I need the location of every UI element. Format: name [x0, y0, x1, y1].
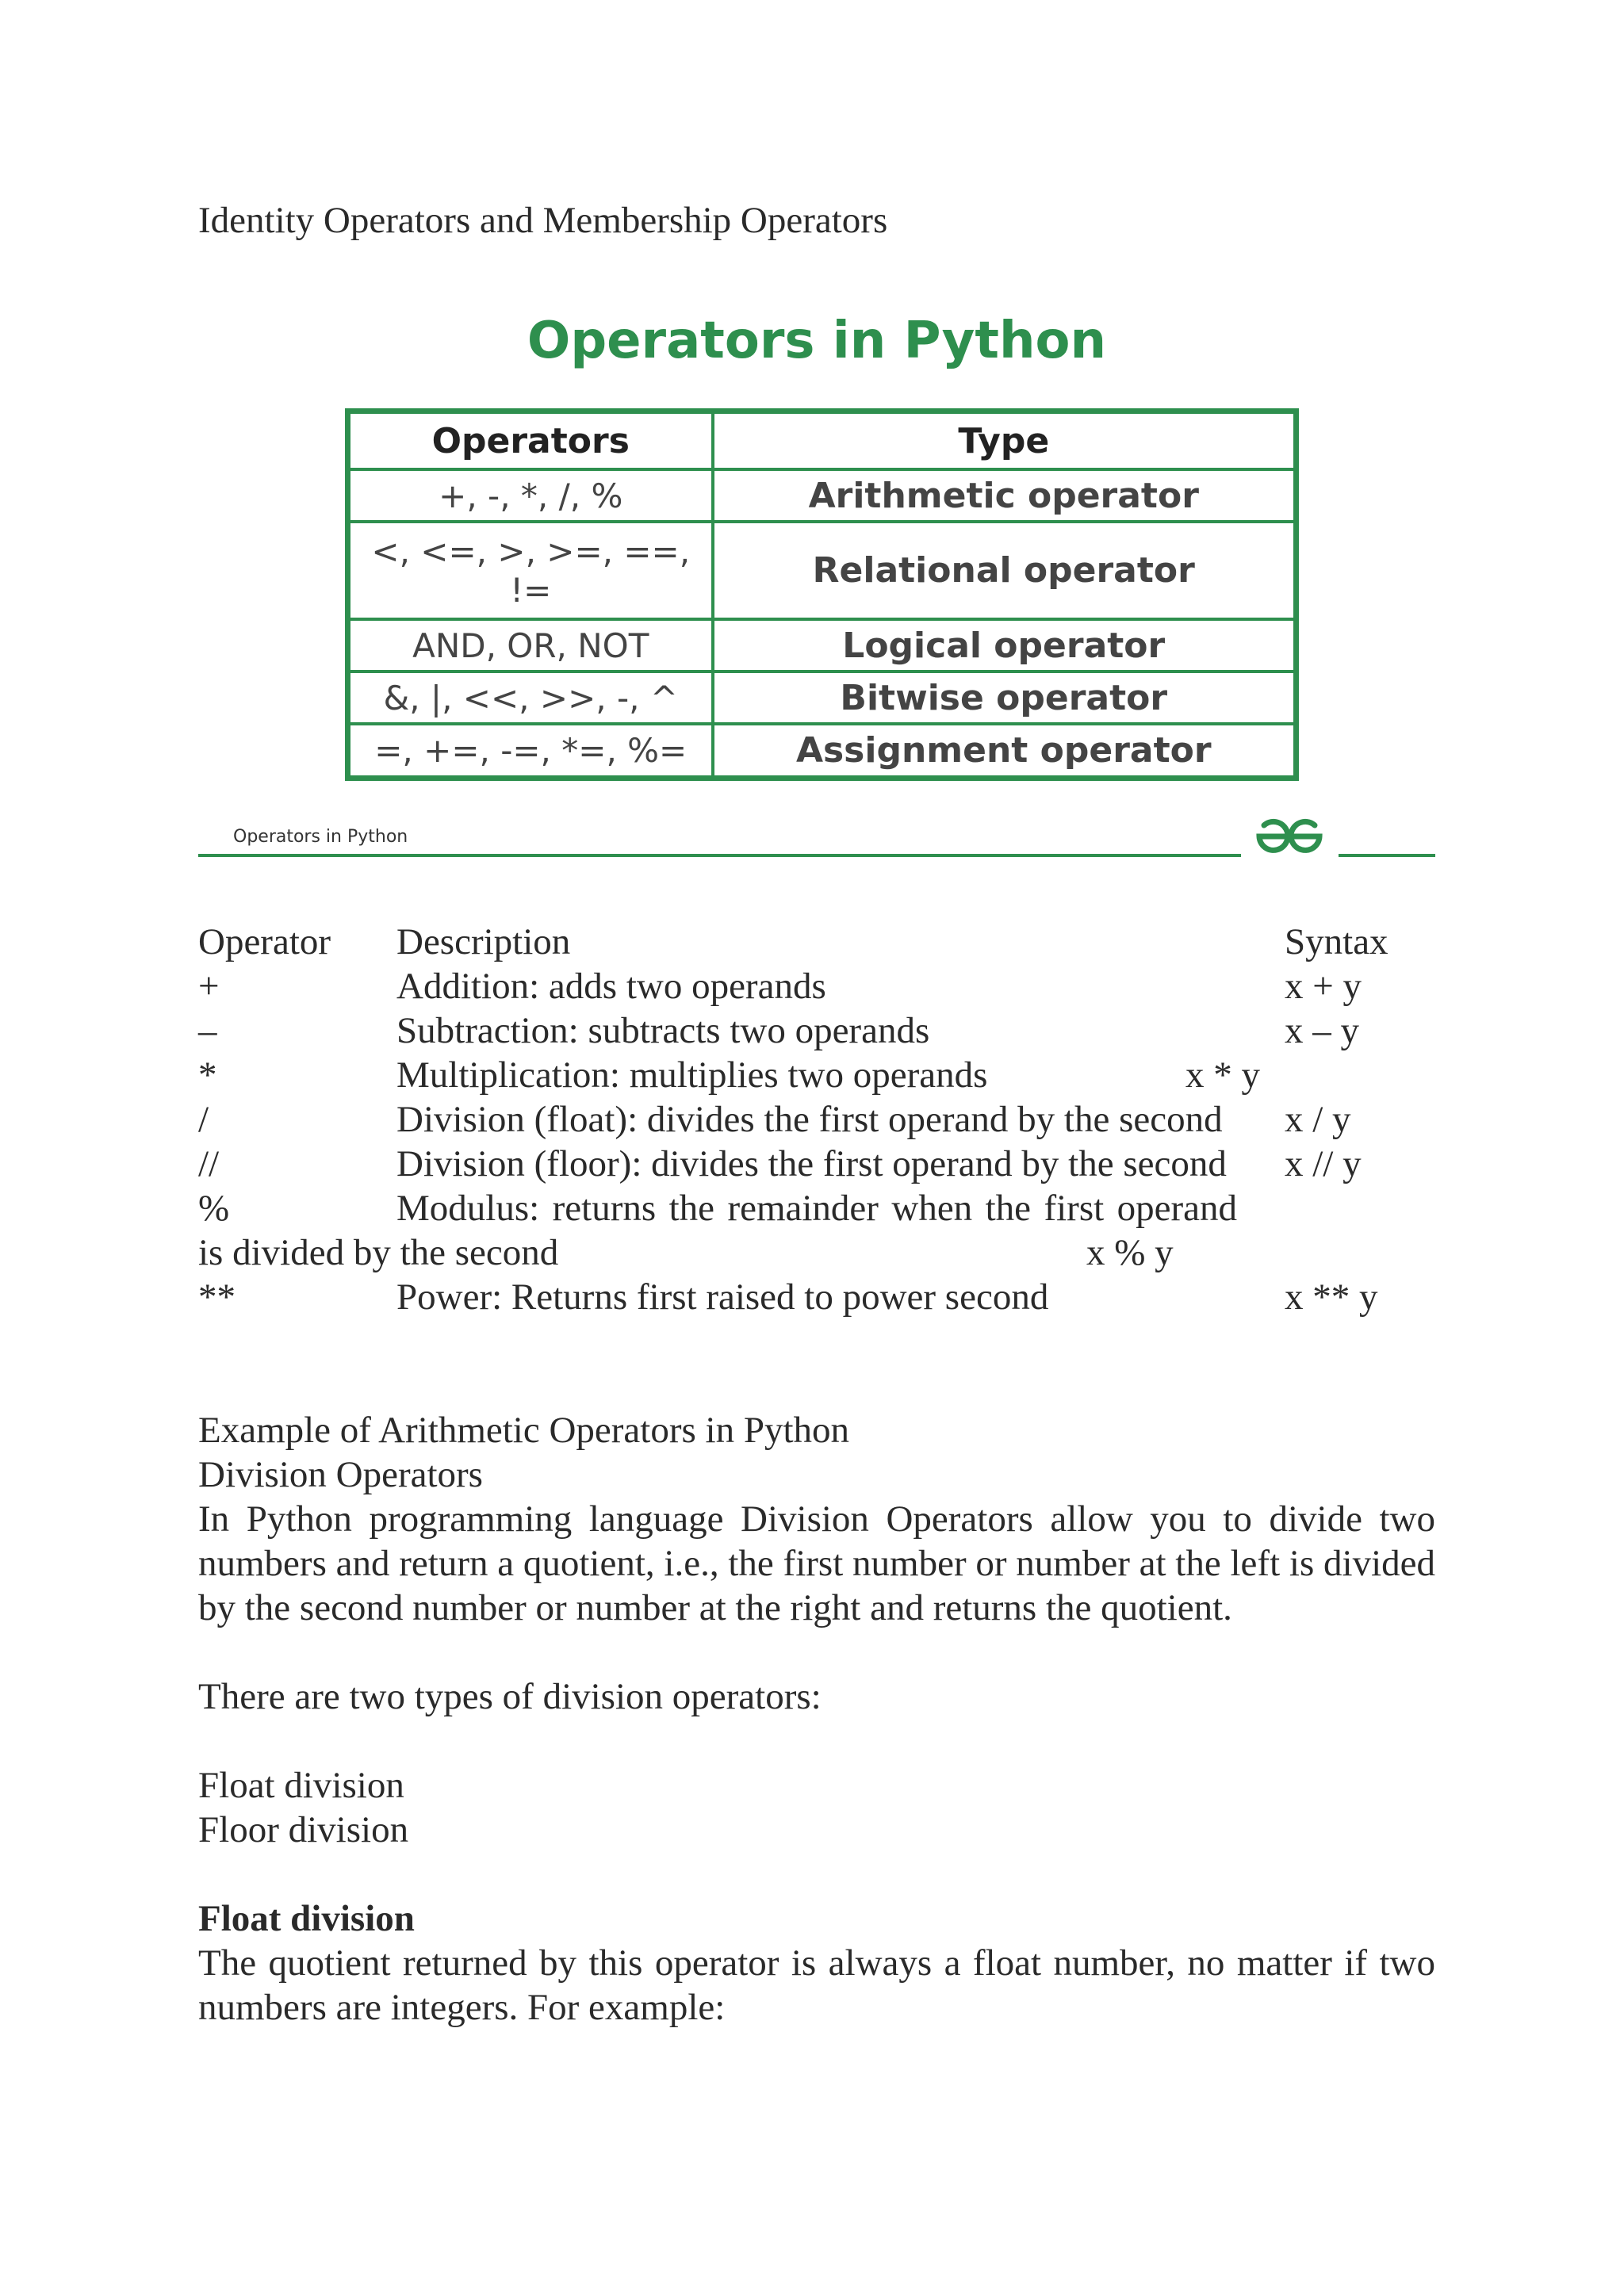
- geeksforgeeks-logo-icon: [1253, 817, 1326, 856]
- operator-row: [198, 1008, 1435, 1053]
- operator-row: [198, 1142, 1435, 1186]
- body-text: [198, 1408, 1435, 2030]
- operator-description: Subtraction: subtracts two operands: [396, 1010, 930, 1051]
- operator-symbol: //: [198, 1143, 220, 1184]
- operator-description-table: [198, 920, 1435, 1319]
- table-cell-operators: <, <=, >, >=, ==, !=: [348, 522, 713, 619]
- table-cell-type: Logical operator: [713, 619, 1297, 672]
- table-cell-operators: AND, OR, NOT: [348, 619, 713, 672]
- col-header-operator: Operator: [198, 921, 331, 962]
- table-row: [348, 672, 1297, 724]
- operator-header-row: [198, 920, 1435, 964]
- figure-title: Operators in Python: [527, 312, 1107, 370]
- operators-type-table: [345, 408, 1299, 781]
- col-header-syntax: Syntax: [1285, 921, 1388, 962]
- operator-description: Division (floor): divides the first operand by the second: [396, 1143, 1227, 1184]
- table-cell-type: Assignment operator: [713, 724, 1297, 778]
- col-header-description: Description: [396, 921, 571, 962]
- figure-divider: [198, 854, 1241, 857]
- table-header-type: Type: [713, 411, 1297, 470]
- division-heading: Division Operators: [198, 1454, 483, 1495]
- operator-description-text: Modulus: returns the remainder when the first operand is divided by the second: [198, 1188, 1237, 1273]
- division-paragraph: In Python programming language Division Operators allow you to divide two numbers and return a quotient, i.e., the first number or number at the left is divided by the second number or number at the right and returns the quotient.: [198, 1498, 1435, 1628]
- table-row: [348, 619, 1297, 672]
- page-heading: Identity Operators and Membership Operators: [198, 200, 888, 241]
- float-division-paragraph: The quotient returned by this operator is always a float number, no matter if two numbers are integers. For example:: [198, 1942, 1435, 2028]
- operator-syntax: x // y: [1285, 1143, 1362, 1184]
- table-header-row: [348, 411, 1297, 470]
- operator-description: [198, 1186, 1237, 1275]
- table-cell-operators: =, +=, -=, *=, %=: [348, 724, 713, 778]
- example-heading: Example of Arithmetic Operators in Python: [198, 1410, 850, 1451]
- operators-figure: [198, 301, 1435, 864]
- operator-row: [198, 1186, 1435, 1275]
- table-row: [348, 522, 1297, 619]
- figure-divider: [1339, 854, 1435, 857]
- operator-description: Addition: adds two operands: [396, 966, 826, 1007]
- operator-syntax: x % y: [1086, 1232, 1174, 1273]
- table-cell-operators: &, |, <<, >>, -, ^: [348, 672, 713, 724]
- operator-row: [198, 964, 1435, 1008]
- operator-syntax: x ** y: [1285, 1276, 1378, 1318]
- operator-syntax: x * y: [1185, 1054, 1260, 1096]
- table-cell-operators: +, -, *, /, %: [348, 469, 713, 522]
- types-intro: There are two types of division operators:: [198, 1676, 822, 1717]
- operator-syntax: x / y: [1285, 1099, 1351, 1140]
- operator-row: [198, 1275, 1435, 1319]
- table-row: [348, 469, 1297, 522]
- table-cell-type: Relational operator: [713, 522, 1297, 619]
- table-cell-type: Bitwise operator: [713, 672, 1297, 724]
- operator-row: [198, 1053, 1435, 1097]
- operator-symbol: /: [198, 1099, 209, 1140]
- operator-description: Power: Returns first raised to power second: [396, 1276, 1049, 1318]
- operator-description: Multiplication: multiplies two operands: [396, 1054, 988, 1096]
- table-row: [348, 724, 1297, 778]
- operator-syntax: x + y: [1285, 966, 1362, 1007]
- operator-symbol: –: [198, 1010, 217, 1051]
- operator-symbol: **: [198, 1276, 236, 1318]
- operator-description: Division (float): divides the first operand by the second: [396, 1099, 1223, 1140]
- figure-caption: Operators in Python: [233, 827, 408, 847]
- list-item: Floor division: [198, 1809, 409, 1850]
- operator-symbol: +: [198, 966, 220, 1007]
- operator-row: [198, 1097, 1435, 1142]
- table-header-operators: Operators: [348, 411, 713, 470]
- table-cell-type: Arithmetic operator: [713, 469, 1297, 522]
- operator-syntax: x – y: [1285, 1010, 1359, 1051]
- operator-symbol: *: [198, 1054, 217, 1096]
- float-division-heading: Float division: [198, 1898, 415, 1939]
- operator-symbol: %: [198, 1188, 230, 1229]
- list-item: Float division: [198, 1765, 404, 1806]
